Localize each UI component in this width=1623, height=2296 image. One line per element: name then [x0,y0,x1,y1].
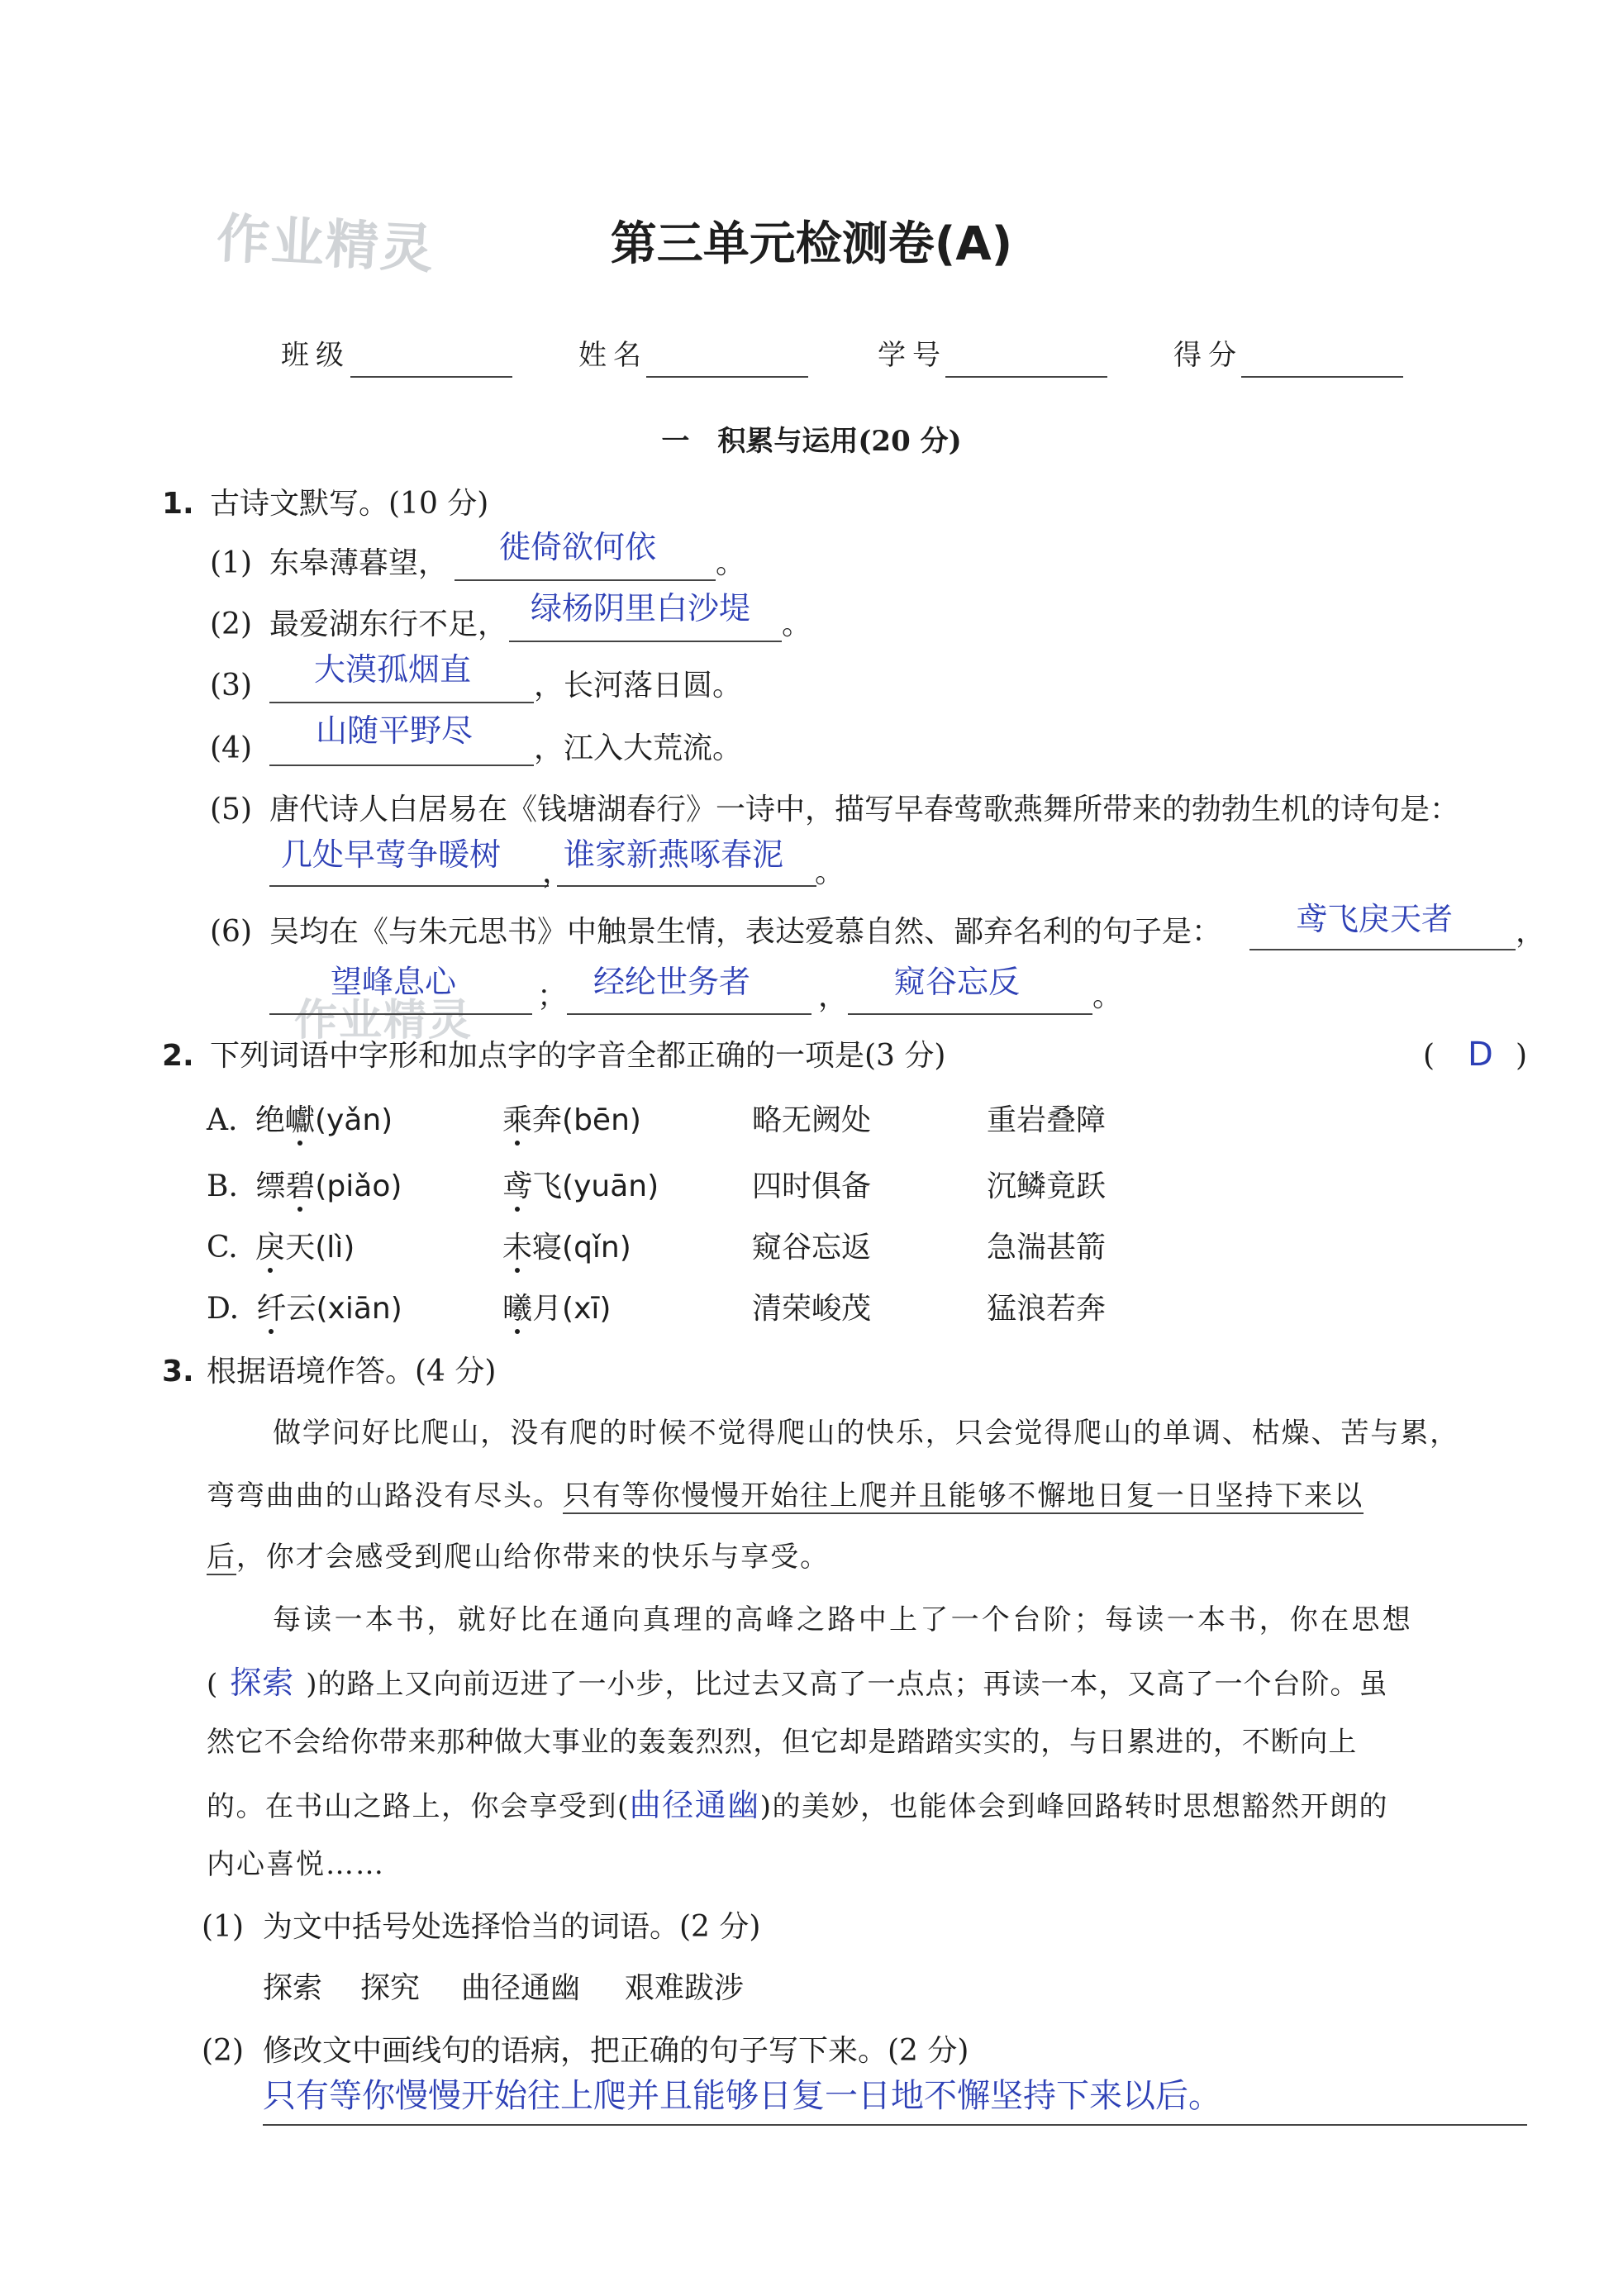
q2-option-B-word4: 沉鳞竟跃 [987,1169,1107,1203]
q1-item3-number: (3) [210,669,252,703]
q3-sub1-number: (1) [202,1910,244,1944]
q1-item1-answer[interactable]: 徙倚欲何依 [499,529,657,565]
q3-sub1-stem: 为文中括号处选择恰当的词语。(2 分) [263,1910,761,1944]
q2-option-D-word2: 曦月(xī) [502,1292,612,1326]
q2-stem: 下列词语中字形和加点字的字音全都正确的一项是(3 分) [210,1039,946,1073]
q1-item6-sep2: ； [537,979,568,1013]
q2-option-C-word4: 急湍甚箭 [987,1231,1107,1265]
q2-answer[interactable]: D [1468,1036,1493,1074]
q3-word-option-3: 曲径通幽 [461,1971,581,2005]
q2-option-A-word2: 乘奔(bēn) [502,1103,641,1137]
q2-option-D-word3: 清荣峻茂 [752,1292,872,1326]
q1-item4-end: ，江入大荒流。 [534,731,743,765]
q1-number: 1. [162,487,194,521]
q3-passage-p2-line1: 每读一本书，就好比在通向真理的高峰之路中上了一个台阶；每读一本书，你在思想 [273,1603,1414,1636]
q1-stem: 古诗文默写。(10 分) [210,487,489,521]
class-input[interactable] [350,376,512,378]
q3-blank1-answer[interactable]: 探索 [230,1665,295,1701]
q1-item2-number: (2) [210,607,252,641]
q2-option-label: C. [207,1231,238,1265]
q1-item6-number: (6) [210,915,252,949]
q1-item6-answer2[interactable]: 望峰息心 [331,964,457,1000]
q1-item6-blank4 [848,1013,1092,1015]
q2-word1: 戾天(lì) [255,1231,355,1265]
q2-word1: 绝巘(yǎn) [255,1103,393,1137]
q1-item6-sep1: ， [1516,915,1546,949]
q1-item6-sep3: ， [818,979,849,1013]
q1-item3-end: ，长河落日圆。 [534,669,743,703]
q1-item6-stem: 吴均在《与朱元思书》中触景生情，表达爱慕自然、鄙弃名利的句子是： [269,915,1222,949]
q2-option-label: D. [207,1292,240,1326]
q1-item5-end: 。 [815,855,845,889]
q3-passage-p2-line2: ( 探索 )的路上又向前迈进了一小步，比过去又高了一点点；再读一本，又高了一个台阶。虽 [207,1665,1388,1701]
q3-sub2-answer-line [263,2124,1527,2126]
q3-passage-p1-line2: 弯弯曲曲的山路没有尽头。只有等你慢慢开始往上爬并且能够不懈地日复一日坚持下来以 [207,1479,1364,1512]
q2-option-A-word3: 略无阙处 [752,1103,872,1137]
q1-item5-answer1[interactable]: 几处早莺争暖树 [281,836,502,873]
q1-item6-blank1 [1249,949,1516,950]
q1-item6-end: 。 [1092,979,1123,1013]
q1-item1-blank [455,579,716,581]
q1-item2-blank [509,641,782,642]
q3-passage-p1-line1: 做学问好比爬山，没有爬的时候不觉得爬山的快乐，只会觉得爬山的单调、枯燥、苦与累， [273,1417,1459,1450]
q3-number: 3. [162,1355,194,1389]
q2-answer-paren-close: ) [1516,1039,1528,1073]
q3-word-option-4: 艰难跋涉 [625,1971,745,2005]
q3-passage-p2-line5: 内心喜悦…… [207,1848,385,1881]
q1-item5-blank1 [269,885,549,887]
score-input[interactable] [1241,376,1403,378]
q2-option-C-word2: 未寝(qǐn) [502,1231,631,1265]
q2-option-D-word4: 猛浪若奔 [987,1292,1107,1326]
q1-item5-number: (5) [210,793,252,826]
q3-stem: 根据语境作答。(4 分) [207,1355,497,1389]
q2-option-A-word4: 重岩叠障 [987,1103,1107,1137]
q2-answer-paren-open: ( [1423,1039,1435,1073]
info-class-label: 班级 [281,339,350,372]
q1-item1-number: (1) [210,546,252,580]
q2-option-B-word2: 鸢飞(yuān) [502,1169,659,1203]
q2-word1: 纤云(xiān) [256,1292,402,1326]
page-title: 第三单元检测卷(A) [610,217,1013,271]
q2-option-C[interactable] [207,1230,355,1265]
q2-number: 2. [162,1039,194,1073]
q1-item6-answer3[interactable]: 经纶世务者 [593,964,751,1000]
q2-option-A[interactable] [207,1103,393,1138]
q1-item4-answer[interactable]: 山随平野尽 [316,712,474,749]
q2-option-label: A. [207,1103,238,1137]
q1-item6-blank2 [269,1013,532,1015]
q2-option-B[interactable] [207,1169,402,1204]
q1-item2-text: 最爱湖东行不足， [269,607,508,641]
q3-sub2-answer[interactable]: 只有等你慢慢开始往上爬并且能够日复一日地不懈坚持下来以后。 [263,2077,1221,2115]
q1-item6-blank3 [567,1013,812,1015]
q2-option-B-word3: 四时俱备 [752,1169,872,1203]
section-heading: 一 积累与运用(20 分) [661,425,962,458]
q3-passage-p1-line3: 后，你才会感受到爬山给你带来的快乐与享受。 [207,1541,830,1574]
q1-item5-sep: ， [542,855,573,889]
name-input[interactable] [646,376,808,378]
q1-item4-number: (4) [210,731,252,765]
watermark-mid: 作业精灵 [294,996,474,1046]
q3-blank2-answer[interactable]: 曲径通幽 [629,1787,760,1823]
q3-word-option-2: 探究 [360,1971,421,2005]
q1-item2-end: 。 [782,607,812,641]
q2-option-label: B. [207,1169,238,1203]
q1-item5-answer2[interactable]: 谁家新燕啄春泥 [564,836,784,873]
q3-sub2-stem: 修改文中画线句的语病，把正确的句子写下来。(2 分) [263,2034,969,2068]
q3-passage-p2-line3: 然它不会给你带来那种做大事业的轰轰烈烈，但它却是踏踏实实的，与日累进的，不断向上 [207,1726,1357,1759]
info-name-label: 姓名 [578,339,648,372]
q1-item3-blank [269,702,534,703]
q1-item1-end: 。 [716,546,746,580]
q2-option-C-word3: 窥谷忘返 [752,1231,872,1265]
q1-item1-text: 东皋薄暮望， [269,546,449,580]
q2-word1: 缥碧(piǎo) [255,1169,402,1203]
q3-passage-p2-line4: 的。在书山之路上，你会享受到(曲径通幽)的美妙，也能体会到峰回路转时思想豁然开朗的 [207,1787,1389,1823]
info-id-label: 学号 [878,339,947,372]
q1-item5-stem: 唐代诗人白居易在《钱塘湖春行》一诗中，描写早春莺歌燕舞所带来的勃勃生机的诗句是： [269,793,1460,826]
q3-sub2-number: (2) [202,2034,244,2068]
id-input[interactable] [945,376,1107,378]
q1-item5-blank2 [557,885,816,887]
info-score-label: 得分 [1173,339,1243,372]
q1-item3-answer[interactable]: 大漠孤烟直 [314,651,472,688]
watermark-top: 作业精灵 [215,208,436,281]
q2-option-D[interactable] [207,1291,402,1327]
q1-item4-blank [269,765,534,766]
q1-item6-answer4[interactable]: 窥谷忘反 [894,964,1021,1000]
q1-item6-answer1[interactable]: 鸢飞戾天者 [1296,901,1454,937]
underlined-sentence: 只有等你慢慢开始往上爬并且能够不懈地日复一日坚持下来以 [562,1479,1364,1512]
q3-word-option-1: 探索 [263,1971,323,2005]
q1-item2-answer[interactable]: 绿杨阴里白沙堤 [531,590,751,626]
